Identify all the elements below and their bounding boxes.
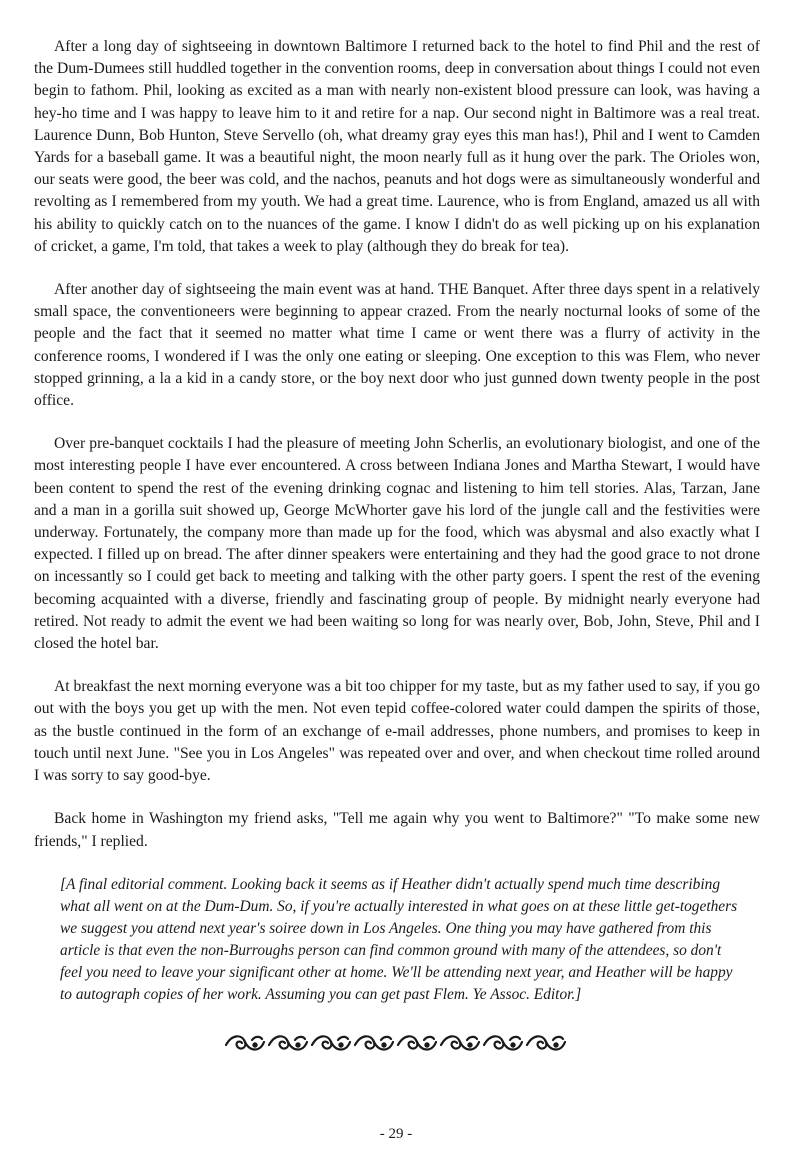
paragraph-breakfast: At breakfast the next morning everyone was a bit too chipper for my taste, but as my father used to say, if you go out with the boys you get up with the men. Not even tepid coffee-colored water could dampen the spirits of those, as the bustle continued in the form of an exchange of e-mail addresses, phone numbers, and promises to keep in touch until next June. "See you in Los Angeles" was repeated over and over, and when checkout time rolled around I was sorry to say good-bye.	[34, 678, 760, 785]
paragraph-banquet-intro: After another day of sightseeing the main event was at hand. THE Banquet. After three days spent in a relatively small space, the conventioneers were beginning to appear crazed. From the nearly nocturnal looks of some of the people and the fact that it seemed no matter what time I came or went there was a flurry of activity in the conference rooms, I wondered if I was the only one eating or sleeping. One exception to this was Flem, who never stopped grinning, a la a kid in a candy store, or the boy next door who just gunned down twenty people in the post office.	[34, 281, 760, 410]
paragraph-banquet-cocktails: Over pre-banquet cocktails I had the pleasure of meeting John Scherlis, an evolutionary biologist, and one of the most interesting people I have ever encountered. A cross between Indiana Jones and Martha Stewart, I would have been content to spend the rest of the evening drinking cognac and listening to him tell stories. Alas, Tarzan, Jane and a man in a gorilla suit showed up, George McWhorter gave his lord of the jungle call and the festivities were underway. Fortunately, the company more than made up for the food, which was abysmal and also exactly what I expected. I filled up on bread. The after dinner speakers were entertaining and they had the good grace to not drone on incessantly so I could get back to meeting and talking with the other party goers. I spent the rest of the evening becoming acquainted with a diverse, friendly and fascinating group of people. By midnight nearly everyone had retired. Not ready to admit the event we had been waiting so long for was nearly over, Bob, John, Steve, Phil and I closed the hotel bar.	[34, 435, 760, 653]
page-number: - 29 -	[379, 1126, 413, 1142]
paragraph-back-home: Back home in Washington my friend asks, "Tell me again why you went to Baltimore?" "To make some new friends," I replied.	[34, 810, 760, 850]
article-body	[34, 36, 760, 1006]
paragraph-sightseeing-baseball: After a long day of sightseeing in downtown Baltimore I returned back to the hotel to find Phil and the rest of the Dum-Dumees still huddled together in the convention rooms, deep in conversation about things I could not even begin to fathom. Phil, looking as excited as a man with nearly non-existent blood pressure can look, was having a hey-ho time and I was happy to leave him to it and retire for a nap. Our second night in Baltimore was a real treat. Laurence Dunn, Bob Hunton, Steve Servello (oh, what dreamy gray eyes this man has!), Phil and I went to Camden Yards for a baseball game. It was a beautiful night, the moon nearly full as it hung over the park. The Orioles won, our seats were good, the beer was cold, and the nachos, peanuts and hot dogs were as simultaneously wonderful and revolting as I remembered from my youth. We had a great time. Laurence, who is from England, amazed us all with his ability to quickly catch on to the nuances of the game. I know I didn't do as well picking up on his explanation of cricket, a game, I'm told, that takes a week to play (although they do break for tea).	[34, 38, 760, 255]
editorial-note: [A final editorial comment. Looking back it seems as if Heather didn't actually spend much time describing what all went on at the Dum-Dum. So, if you're actually interested in what goes on at these little get-togethers we suggest you attend next year's soiree down in Los Angeles. One thing you may have gathered from this article is that even the non-Burroughs person can find common ground with many of the attendees, so don't feel you need to leave your significant other at home. We'll be attending next year, and Heather will be happy to autograph copies of her work. Assuming you can get past Flem. Ye Assoc. Editor.]	[60, 875, 738, 1003]
decorative-scroll-divider-icon	[222, 1030, 572, 1056]
